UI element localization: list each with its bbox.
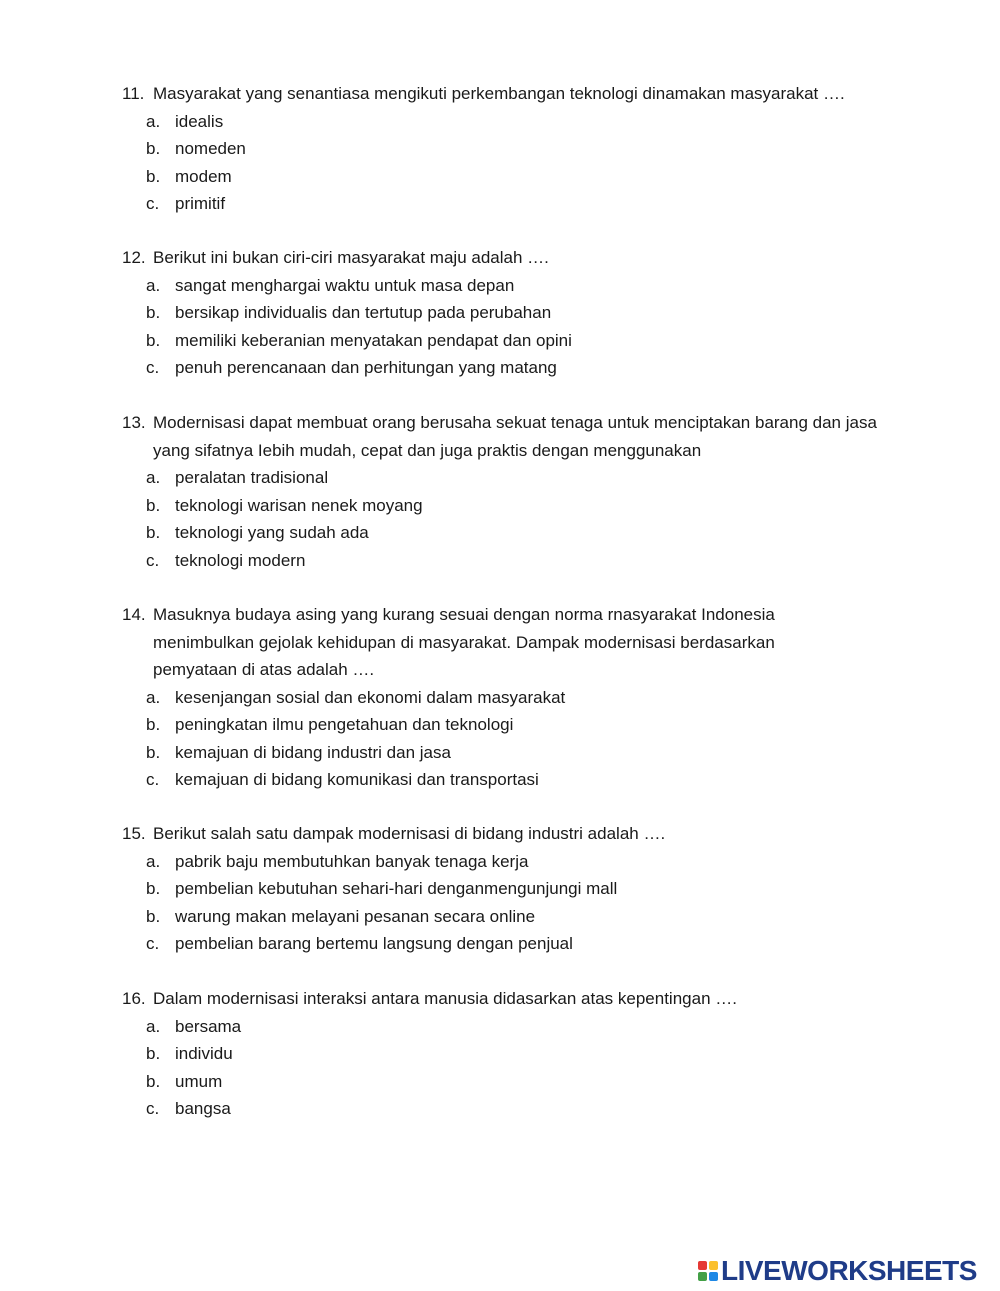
option-item[interactable] — [122, 108, 912, 136]
logo-square — [698, 1261, 707, 1270]
question-14 — [122, 601, 912, 794]
option-letter: a. — [146, 1016, 161, 1036]
option-item[interactable] — [122, 1013, 912, 1041]
question-header — [122, 80, 912, 108]
option-letter: c. — [146, 194, 160, 213]
logo-mark-icon — [698, 1261, 718, 1281]
option-letter: b. — [146, 715, 161, 734]
question-number: 15. — [122, 824, 146, 843]
question-13 — [122, 409, 912, 574]
option-text: peningkatan ilmu pengetahuan dan teknologi — [175, 715, 514, 734]
option-item[interactable] — [122, 547, 912, 575]
question-text: Dalam modernisasi interaksi antara manusia didasarkan atas kepentingan …. — [153, 989, 737, 1008]
option-text: idealis — [175, 111, 224, 131]
option-letter: b. — [146, 879, 161, 898]
option-letter: c. — [146, 550, 160, 570]
question-number: 12. — [122, 248, 146, 267]
question-header — [122, 985, 912, 1013]
option-text: umum — [175, 1071, 223, 1091]
option-text: bersikap individualis dan tertutup pada perubahan — [175, 303, 552, 322]
option-letter: b. — [146, 523, 161, 542]
option-item[interactable] — [122, 464, 912, 492]
option-text: primitif — [175, 194, 226, 213]
liveworksheets-logo — [698, 1256, 977, 1286]
option-letter: b. — [146, 303, 161, 322]
question-number: 16. — [122, 989, 146, 1008]
option-letter: b. — [146, 330, 161, 350]
option-text: penuh perencanaan dan perhitungan yang matang — [175, 358, 557, 377]
question-16 — [122, 985, 912, 1123]
option-text: teknologi yang sudah ada — [175, 523, 369, 542]
option-text: nomeden — [175, 139, 246, 158]
option-item[interactable] — [122, 1068, 912, 1096]
option-item[interactable] — [122, 272, 912, 300]
option-letter: b. — [146, 906, 161, 926]
option-letter: a. — [146, 111, 161, 131]
option-text: kemajuan di bidang komunikasi dan transportasi — [175, 770, 539, 789]
logo-text: LIVEWORKSHEETS — [721, 1255, 977, 1286]
option-item[interactable] — [122, 684, 912, 712]
question-number: 11. — [122, 84, 145, 103]
question-text: Berikut ini bukan ciri-ciri masyarakat maju adalah …. — [153, 248, 549, 267]
question-text: Modernisasi dapat membuat orang berusaha sekuat tenaga untuk menciptakan barang dan jasa yang sifatnya Iebih mudah, cepat dan juga praktis dengan menggunakan — [153, 413, 877, 460]
option-text: individu — [175, 1044, 233, 1063]
option-item[interactable] — [122, 519, 912, 547]
question-number: 13. — [122, 413, 146, 432]
option-text: memiliki keberanian menyatakan pendapat dan opini — [175, 330, 572, 350]
option-item[interactable] — [122, 299, 912, 327]
option-text: pembelian barang bertemu langsung dengan penjual — [175, 934, 573, 953]
question-11 — [122, 80, 912, 218]
question-number: 14. — [122, 605, 146, 624]
option-text: kesenjangan sosial dan ekonomi dalam masyarakat — [175, 687, 566, 707]
question-12 — [122, 244, 912, 382]
option-text: warung makan melayani pesanan secara online — [175, 906, 536, 926]
option-item[interactable] — [122, 848, 912, 876]
option-letter: b. — [146, 495, 161, 515]
option-item[interactable] — [122, 135, 912, 163]
option-text: modem — [175, 166, 232, 186]
option-letter: b. — [146, 1044, 161, 1063]
option-item[interactable] — [122, 930, 912, 958]
logo-square — [709, 1272, 718, 1281]
option-letter: a. — [146, 275, 161, 295]
option-item[interactable] — [122, 711, 912, 739]
option-text: teknologi warisan nenek moyang — [175, 495, 423, 515]
logo-square — [698, 1272, 707, 1281]
option-item[interactable] — [122, 327, 912, 355]
question-header — [122, 601, 912, 684]
option-letter: b. — [146, 1071, 161, 1091]
option-letter: b. — [146, 742, 161, 762]
logo-square — [709, 1261, 718, 1270]
option-text: kemajuan di bidang industri dan jasa — [175, 742, 451, 762]
question-header — [122, 409, 912, 464]
option-text: pabrik baju membutuhkan banyak tenaga kerja — [175, 851, 529, 871]
option-text: teknologi modern — [175, 550, 306, 570]
option-letter: a. — [146, 851, 161, 871]
option-item[interactable] — [122, 163, 912, 191]
question-header — [122, 820, 912, 848]
option-letter: c. — [146, 934, 160, 953]
question-header — [122, 244, 912, 272]
question-text: Masuknya budaya asing yang kurang sesuai dengan norma rnasyarakat Indonesia menimbulkan gejolak kehidupan di masyarakat. Dampak modernisasi berdasarkan pemyataan di atas adalah …. — [153, 605, 775, 679]
option-letter: c. — [146, 1099, 160, 1118]
option-text: pembelian kebutuhan sehari-hari denganmengunjungi mall — [175, 879, 618, 898]
option-letter: a. — [146, 468, 161, 487]
option-item[interactable] — [122, 1040, 912, 1068]
option-item[interactable] — [122, 766, 912, 794]
option-letter: b. — [146, 166, 161, 186]
option-item[interactable] — [122, 903, 912, 931]
question-15 — [122, 820, 912, 958]
option-item[interactable] — [122, 739, 912, 767]
option-item[interactable] — [122, 354, 912, 382]
option-item[interactable] — [122, 875, 912, 903]
question-text: Berikut salah satu dampak modernisasi di bidang industri adalah …. — [153, 824, 666, 843]
option-text: peralatan tradisional — [175, 468, 329, 487]
option-item[interactable] — [122, 492, 912, 520]
option-letter: c. — [146, 770, 160, 789]
option-item[interactable] — [122, 1095, 912, 1123]
option-letter: c. — [146, 358, 160, 377]
question-text: Masyarakat yang senantiasa mengikuti perkembangan teknologi dinamakan masyarakat …. — [153, 84, 845, 103]
option-letter: b. — [146, 139, 161, 158]
option-text: sangat menghargai waktu untuk masa depan — [175, 275, 515, 295]
option-item[interactable] — [122, 190, 912, 218]
option-text: bangsa — [175, 1099, 231, 1118]
option-text: bersama — [175, 1016, 242, 1036]
option-letter: a. — [146, 687, 161, 707]
